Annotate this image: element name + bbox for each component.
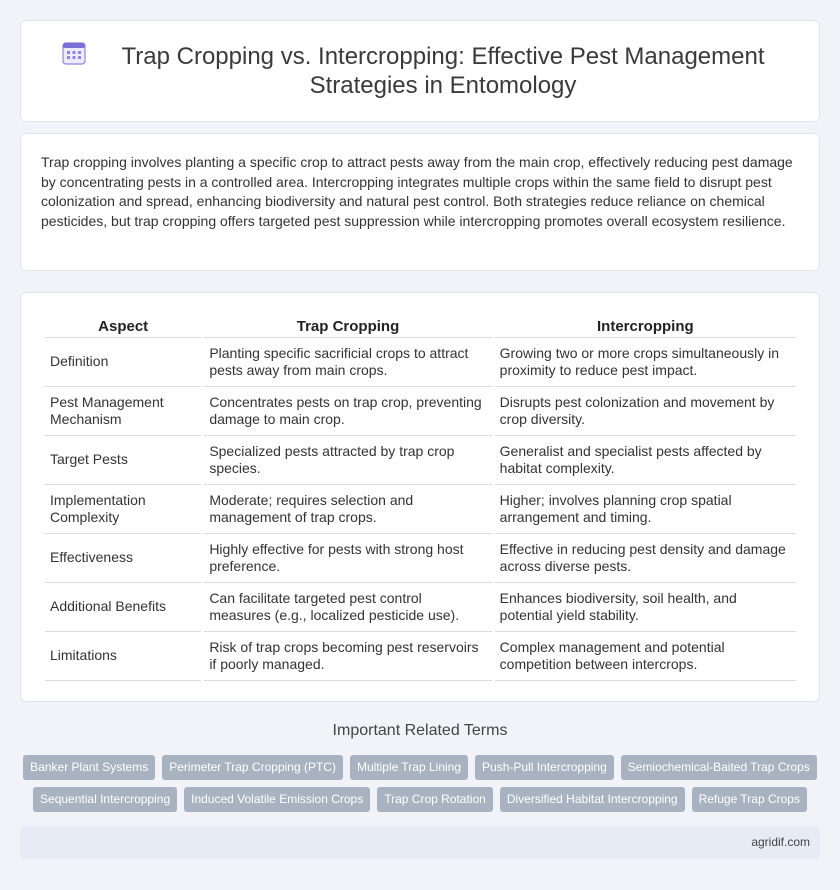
header-card <box>20 20 820 122</box>
header-aspect: Aspect <box>45 313 201 338</box>
footer <box>20 826 820 859</box>
summary-paragraph: Trap cropping involves planting a specific crop to attract pests away from the main crop, effectively reducing pest damage by concentrating pests in a controlled area. Intercropping integrates multiple crops within the same field to disrupt pest colonization and spread, enhancing biodiversity and natural pest control. Both strategies reduce reliance on chemical pesticides, but trap cropping offers targeted pest suppression while intercropping promotes overall ecosystem resilience. <box>41 154 793 229</box>
aspect-cell: Additional Benefits <box>45 583 201 632</box>
table-row <box>45 583 796 632</box>
trap-cropping-cell: Can facilitate targeted pest control measures (e.g., localized pesticide use). <box>204 583 491 632</box>
aspect-cell: Effectiveness <box>45 534 201 583</box>
intercropping-cell: Higher; involves planning crop spatial arrangement and timing. <box>495 485 796 534</box>
intercropping-cell: Complex management and potential competition between intercrops. <box>495 632 796 681</box>
related-term-tag[interactable]: Sequential Intercropping <box>33 787 177 812</box>
table-row <box>45 338 796 387</box>
related-term-tag[interactable]: Semiochemical-Baited Trap Crops <box>621 755 817 780</box>
trap-cropping-cell: Moderate; requires selection and management of trap crops. <box>204 485 491 534</box>
related-term-tag[interactable]: Induced Volatile Emission Crops <box>184 787 370 812</box>
aspect-cell: Definition <box>45 338 201 387</box>
table-row <box>45 632 796 681</box>
aspect-cell: Target Pests <box>45 436 201 485</box>
table-header-row <box>45 313 796 338</box>
table-row <box>45 485 796 534</box>
table-row <box>45 387 796 436</box>
related-term-tag[interactable]: Perimeter Trap Cropping (PTC) <box>162 755 343 780</box>
intercropping-cell: Enhances biodiversity, soil health, and potential yield stability. <box>495 583 796 632</box>
aspect-cell: Implementation Complexity <box>45 485 201 534</box>
intercropping-cell: Generalist and specialist pests affected by habitat complexity. <box>495 436 796 485</box>
related-term-tag[interactable]: Push-Pull Intercropping <box>475 755 614 780</box>
intercropping-cell: Disrupts pest colonization and movement by crop diversity. <box>495 387 796 436</box>
trap-cropping-cell: Concentrates pests on trap crop, preventing damage to main crop. <box>204 387 491 436</box>
page-title: Trap Cropping vs. Intercropping: Effective Pest Management Strategies in Entomology <box>121 43 765 99</box>
trap-cropping-cell: Specialized pests attracted by trap crop species. <box>204 436 491 485</box>
aspect-cell: Limitations <box>45 632 201 681</box>
table-row <box>45 436 796 485</box>
table-row <box>45 534 796 583</box>
header-intercropping: Intercropping <box>495 313 796 338</box>
header-trap-cropping: Trap Cropping <box>204 313 491 338</box>
trap-cropping-cell: Planting specific sacrificial crops to attract pests away from main crops. <box>204 338 491 387</box>
related-term-tag[interactable]: Banker Plant Systems <box>23 755 155 780</box>
trap-cropping-cell: Risk of trap crops becoming pest reservoirs if poorly managed. <box>204 632 491 681</box>
calendar-icon <box>61 40 87 66</box>
comparison-table <box>42 313 799 681</box>
related-term-tag[interactable]: Trap Crop Rotation <box>377 787 493 812</box>
intercropping-cell: Growing two or more crops simultaneously in proximity to reduce pest impact. <box>495 338 796 387</box>
trap-cropping-cell: Highly effective for pests with strong host preference. <box>204 534 491 583</box>
related-term-tag[interactable]: Multiple Trap Lining <box>350 755 468 780</box>
comparison-table-card <box>20 292 820 702</box>
related-term-tag[interactable]: Refuge Trap Crops <box>692 787 807 812</box>
related-terms-row <box>20 755 820 780</box>
related-term-tag[interactable]: Diversified Habitat Intercropping <box>500 787 685 812</box>
aspect-cell: Pest Management Mechanism <box>45 387 201 436</box>
intercropping-cell: Effective in reducing pest density and damage across diverse pests. <box>495 534 796 583</box>
summary-card <box>20 133 820 271</box>
footer-site-link[interactable]: agridif.com <box>751 835 810 849</box>
related-terms-heading: Important Related Terms <box>332 722 508 739</box>
related-terms-row <box>20 787 820 812</box>
